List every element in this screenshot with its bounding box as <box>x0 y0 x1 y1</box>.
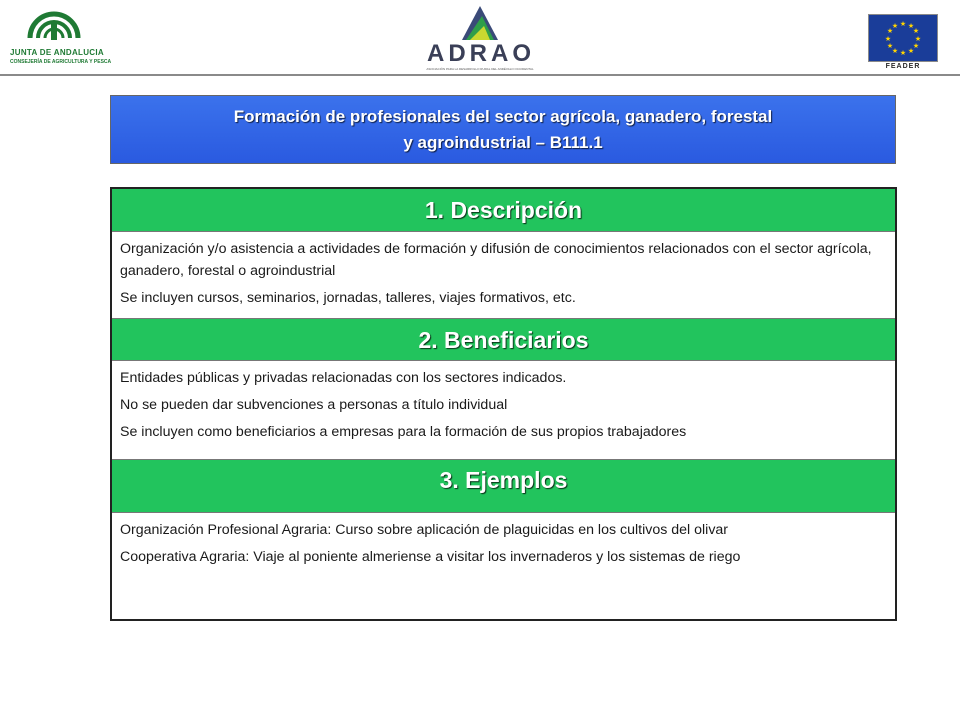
junta-andalucia-subtitle: CONSEJERÍA DE AGRICULTURA Y PESCA <box>10 59 112 65</box>
title-line-2: y agroindustrial – B111.1 <box>403 132 603 152</box>
svg-text:★: ★ <box>886 42 894 50</box>
beneficiarios-paragraph-1: Entidades públicas y privadas relacionadas con los sectores indicados. <box>120 370 567 386</box>
descripcion-paragraph-2: Se incluyen cursos, seminarios, jornadas, talleres, viajes formativos, etc. <box>120 290 576 306</box>
slide-title <box>110 95 896 164</box>
section-body-descripcion <box>112 232 895 319</box>
svg-text:★: ★ <box>899 49 907 57</box>
junta-andalucia-logo <box>6 2 116 72</box>
section-heading-descripcion: 1. Descripción <box>112 189 895 232</box>
svg-text:★: ★ <box>899 20 907 28</box>
svg-text:★: ★ <box>886 27 894 35</box>
adrao-mountain-icon <box>458 2 502 42</box>
section-body-beneficiarios <box>112 361 895 460</box>
descripcion-paragraph-1: Organización y/o asistencia a actividades de formación y difusión de conocimientos relacionados con el sector agrícola, ganadero, forestal o agroindustrial <box>120 241 872 279</box>
beneficiarios-paragraph-2: No se pueden dar subvenciones a personas a título individual <box>120 397 508 413</box>
eu-flag-icon <box>868 14 938 62</box>
svg-text:★: ★ <box>891 22 899 30</box>
adrao-subtitle: ASOCIACIÓN PARA LA DESARROLLO RURAL DEL ANDÉVALO OCCIDENTAL <box>426 67 534 71</box>
section-body-ejemplos <box>112 513 895 619</box>
slide-header <box>0 0 960 80</box>
svg-text:★: ★ <box>912 27 920 35</box>
adrao-name: ADRAO <box>427 40 535 67</box>
svg-text:★: ★ <box>914 35 922 43</box>
info-table <box>110 187 897 621</box>
svg-text:★: ★ <box>891 47 899 55</box>
svg-text:★: ★ <box>884 35 892 43</box>
section-heading-ejemplos: 3. Ejemplos <box>112 460 895 513</box>
title-line-1: Formación de profesionales del sector agrícola, ganadero, forestal <box>233 106 773 126</box>
junta-andalucia-name: JUNTA DE ANDALUCIA <box>10 48 104 57</box>
svg-text:★: ★ <box>907 47 915 55</box>
beneficiarios-paragraph-3: Se incluyen como beneficiarios a empresas para la formación de sus propios trabajadores <box>120 424 687 440</box>
junta-andalucia-emblem-icon <box>24 2 84 46</box>
header-divider <box>0 74 960 76</box>
adrao-logo <box>410 2 550 74</box>
svg-text:★: ★ <box>912 42 920 50</box>
svg-text:★: ★ <box>907 22 915 30</box>
section-heading-beneficiarios: 2. Beneficiarios <box>112 319 895 361</box>
ejemplos-paragraph-1: Organización Profesional Agraria: Curso sobre aplicación de plaguicidas en los cultivos del olivar <box>120 522 729 538</box>
ejemplos-paragraph-2: Cooperativa Agraria: Viaje al poniente almeriense a visitar los invernaderos y los sistemas de riego <box>120 549 741 565</box>
feader-label: FEADER <box>885 63 921 70</box>
